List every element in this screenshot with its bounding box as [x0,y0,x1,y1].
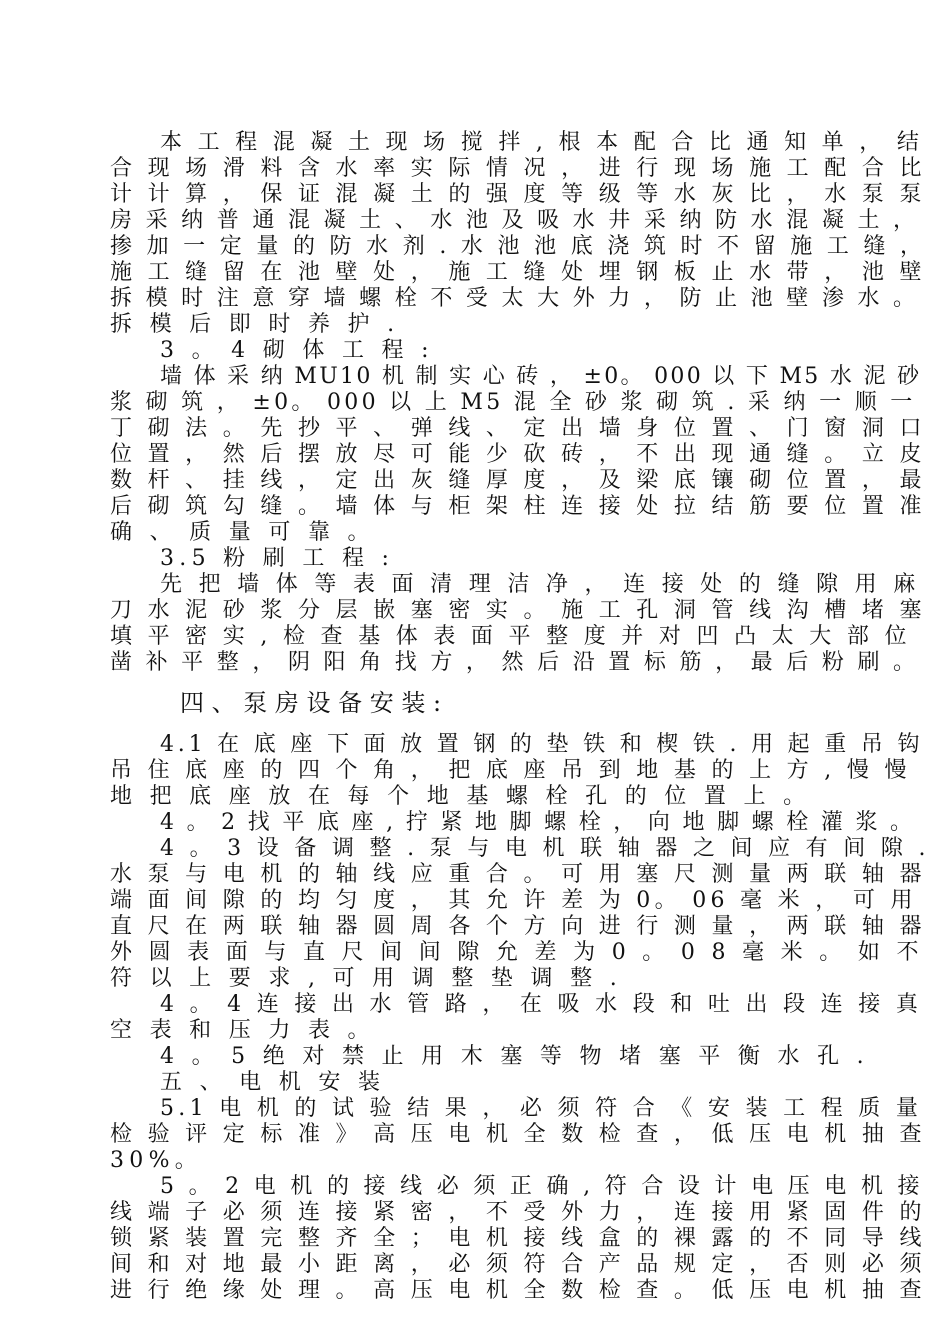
text-line: 拆 模 时 注 意 穿 墙 螺 栓 不 受 太 大 外 力 ， 防 止 池 壁 渗 水 。 [110,286,919,311]
text-line: 4 。 5 绝 对 禁 止 用 木 塞 等 物 堵 塞 平 衡 水 孔 . [160,1044,869,1069]
text-line: 拆 模 后 即 时 养 护 . [110,312,400,337]
text-line: 4 。 2 找 平 底 座 , 拧 紧 地 脚 螺 栓 ， 向 地 脚 螺 栓 灌 浆 。 [160,810,915,835]
text-line: 填 平 密 实 , 检 查 基 体 表 面 平 整 度 并 对 凹 凸 太 大 部 位 [110,624,911,649]
text-line: 合 现 场 滑 料 含 水 率 实 际 情 况 ， 进 行 现 场 施 工 配 合 比 [110,156,926,181]
text-line: 掺 加 一 定 量 的 防 水 剂 . 水 池 池 底 浇 筑 时 不 留 施 工 缝 ， [110,234,926,259]
text-line: 4 。 3 设 备 调 整 . 泵 与 电 机 联 轴 器 之 间 应 有 间 隙 . [160,836,930,861]
text-line: 丁 砌 法 。 先 抄 平 、 弹 线 、 定 出 墙 身 位 置 、 门 窗 洞 口 [110,416,926,441]
text-line: 5.1 电 机 的 试 验 结 果 ， 必 须 符 合 《 安 装 工 程 质 量 [160,1096,923,1121]
section-heading: 3 。 4 砌 体 工 程 : [160,338,434,363]
text-line: 水 泵 与 电 机 的 轴 线 应 重 合 。 可 用 塞 尺 测 量 两 联 轴 器 [110,862,926,887]
text-line: 数 杆 、 挂 线 ， 定 出 灰 缝 厚 度 ， 及 梁 底 镶 砌 位 置 ， 最 [110,468,926,493]
text-line: 间 和 对 地 最 小 距 离 ， 必 须 符 合 产 品 规 定 ， 否 则 必 须 [110,1252,926,1277]
text-line: 地 把 底 座 放 在 每 个 地 基 螺 栓 孔 的 位 置 上 。 [110,784,811,809]
chapter-heading: 四 、 泵 房 设 备 安 装 : [180,689,442,717]
text-line: 确 、 质 量 可 靠 。 [110,520,375,545]
text-line: 位 置 ， 然 后 摆 放 尽 可 能 少 砍 砖 ， 不 出 现 通 缝 。 立 皮 [110,442,926,467]
text-line: 4 。 4 连 接 出 水 管 路 ， 在 吸 水 段 和 吐 出 段 连 接 真 [160,992,923,1017]
text-line: 直 尺 在 两 联 轴 器 圆 周 各 个 方 向 进 行 测 量 ， 两 联 轴 器 [110,914,926,939]
text-line: 房 采 纳 普 通 混 凝 土 、 水 池 及 吸 水 井 采 纳 防 水 混 凝 土 ， [110,208,919,233]
text-line: 计 计 算 ， 保 证 混 凝 土 的 强 度 等 级 等 水 灰 比 ， 水 泵 泵 [110,182,926,207]
text-line: 检 验 评 定 标 准 》 高 压 电 机 全 数 检 查 ， 低 压 电 机 抽 查 [110,1122,926,1147]
text-line: 空 表 和 压 力 表 。 [110,1018,375,1043]
text-line: 锁 紧 装 置 完 整 齐 全 ； 电 机 接 线 盒 的 裸 露 的 不 同 导 线 [110,1226,926,1251]
text-line: 5 。 2 电 机 的 接 线 必 须 正 确 , 符 合 设 计 电 压 电 机 接 [160,1174,924,1199]
chapter-heading: 五 、 电 机 安 装 [160,1070,386,1095]
text-line: 进 行 绝 缘 处 理 。 高 压 电 机 全 数 检 查 。 低 压 电 机 抽 查 [110,1278,926,1303]
section-heading: 3.5 粉 刷 工 程 : [160,546,395,571]
text-line: 墙 体 采 纳 MU10 机 制 实 心 砖 ， ±0。 000 以 下 M5 水 泥 砂 [160,364,922,389]
text-line: 本 工 程 混 凝 土 现 场 搅 拌 , 根 本 配 合 比 通 知 单 ， 结 [160,130,924,155]
text-line: 线 端 子 必 须 连 接 紧 密 ， 不 受 外 力 ， 连 接 用 紧 固 件 的 [110,1200,926,1225]
text-line: 先 把 墙 体 等 表 面 清 理 洁 净 ， 连 接 处 的 缝 隙 用 麻 [160,572,921,597]
text-line: 吊 住 底 座 的 四 个 角 ， 把 底 座 吊 到 地 基 的 上 方 , 慢 慢 [110,758,911,783]
text-line: 凿 补 平 整 ， 阴 阳 角 找 方 ， 然 后 沿 置 标 筋 ， 最 后 粉 刷 。 [110,650,919,675]
text-line: 浆 砌 筑 ， ±0。 000 以 上 M5 混 全 砂 浆 砌 筑 . 采 纳 一 顺 一 [110,390,916,415]
text-line: 外 圆 表 面 与 直 尺 间 间 隙 允 差 为 0 。 0 8 毫 米 。 如 不 [110,940,924,965]
text-line: 施 工 缝 留 在 池 壁 处 ， 施 工 缝 处 埋 钢 板 止 水 带 ， 池 壁 [110,260,926,285]
text-line: 4.1 在 底 座 下 面 放 置 钢 的 垫 铁 和 楔 铁 . 用 起 重 吊 钩 [160,732,924,757]
text-line: 刀 水 泥 砂 浆 分 层 嵌 塞 密 实 。 施 工 孔 洞 管 线 沟 槽 堵 塞 [110,598,926,623]
text-line: 30%。 [110,1148,203,1173]
text-line: 端 面 间 隙 的 均 匀 度 ， 其 允 许 差 为 0。 06 毫 米 ， 可 用 [110,888,917,913]
text-line: 符 以 上 要 求 , 可 用 调 整 垫 调 整 . [110,966,622,991]
text-line: 后 砌 筑 勾 缝 。 墙 体 与 柜 架 柱 连 接 处 拉 结 筋 要 位 置 准 [110,494,926,519]
